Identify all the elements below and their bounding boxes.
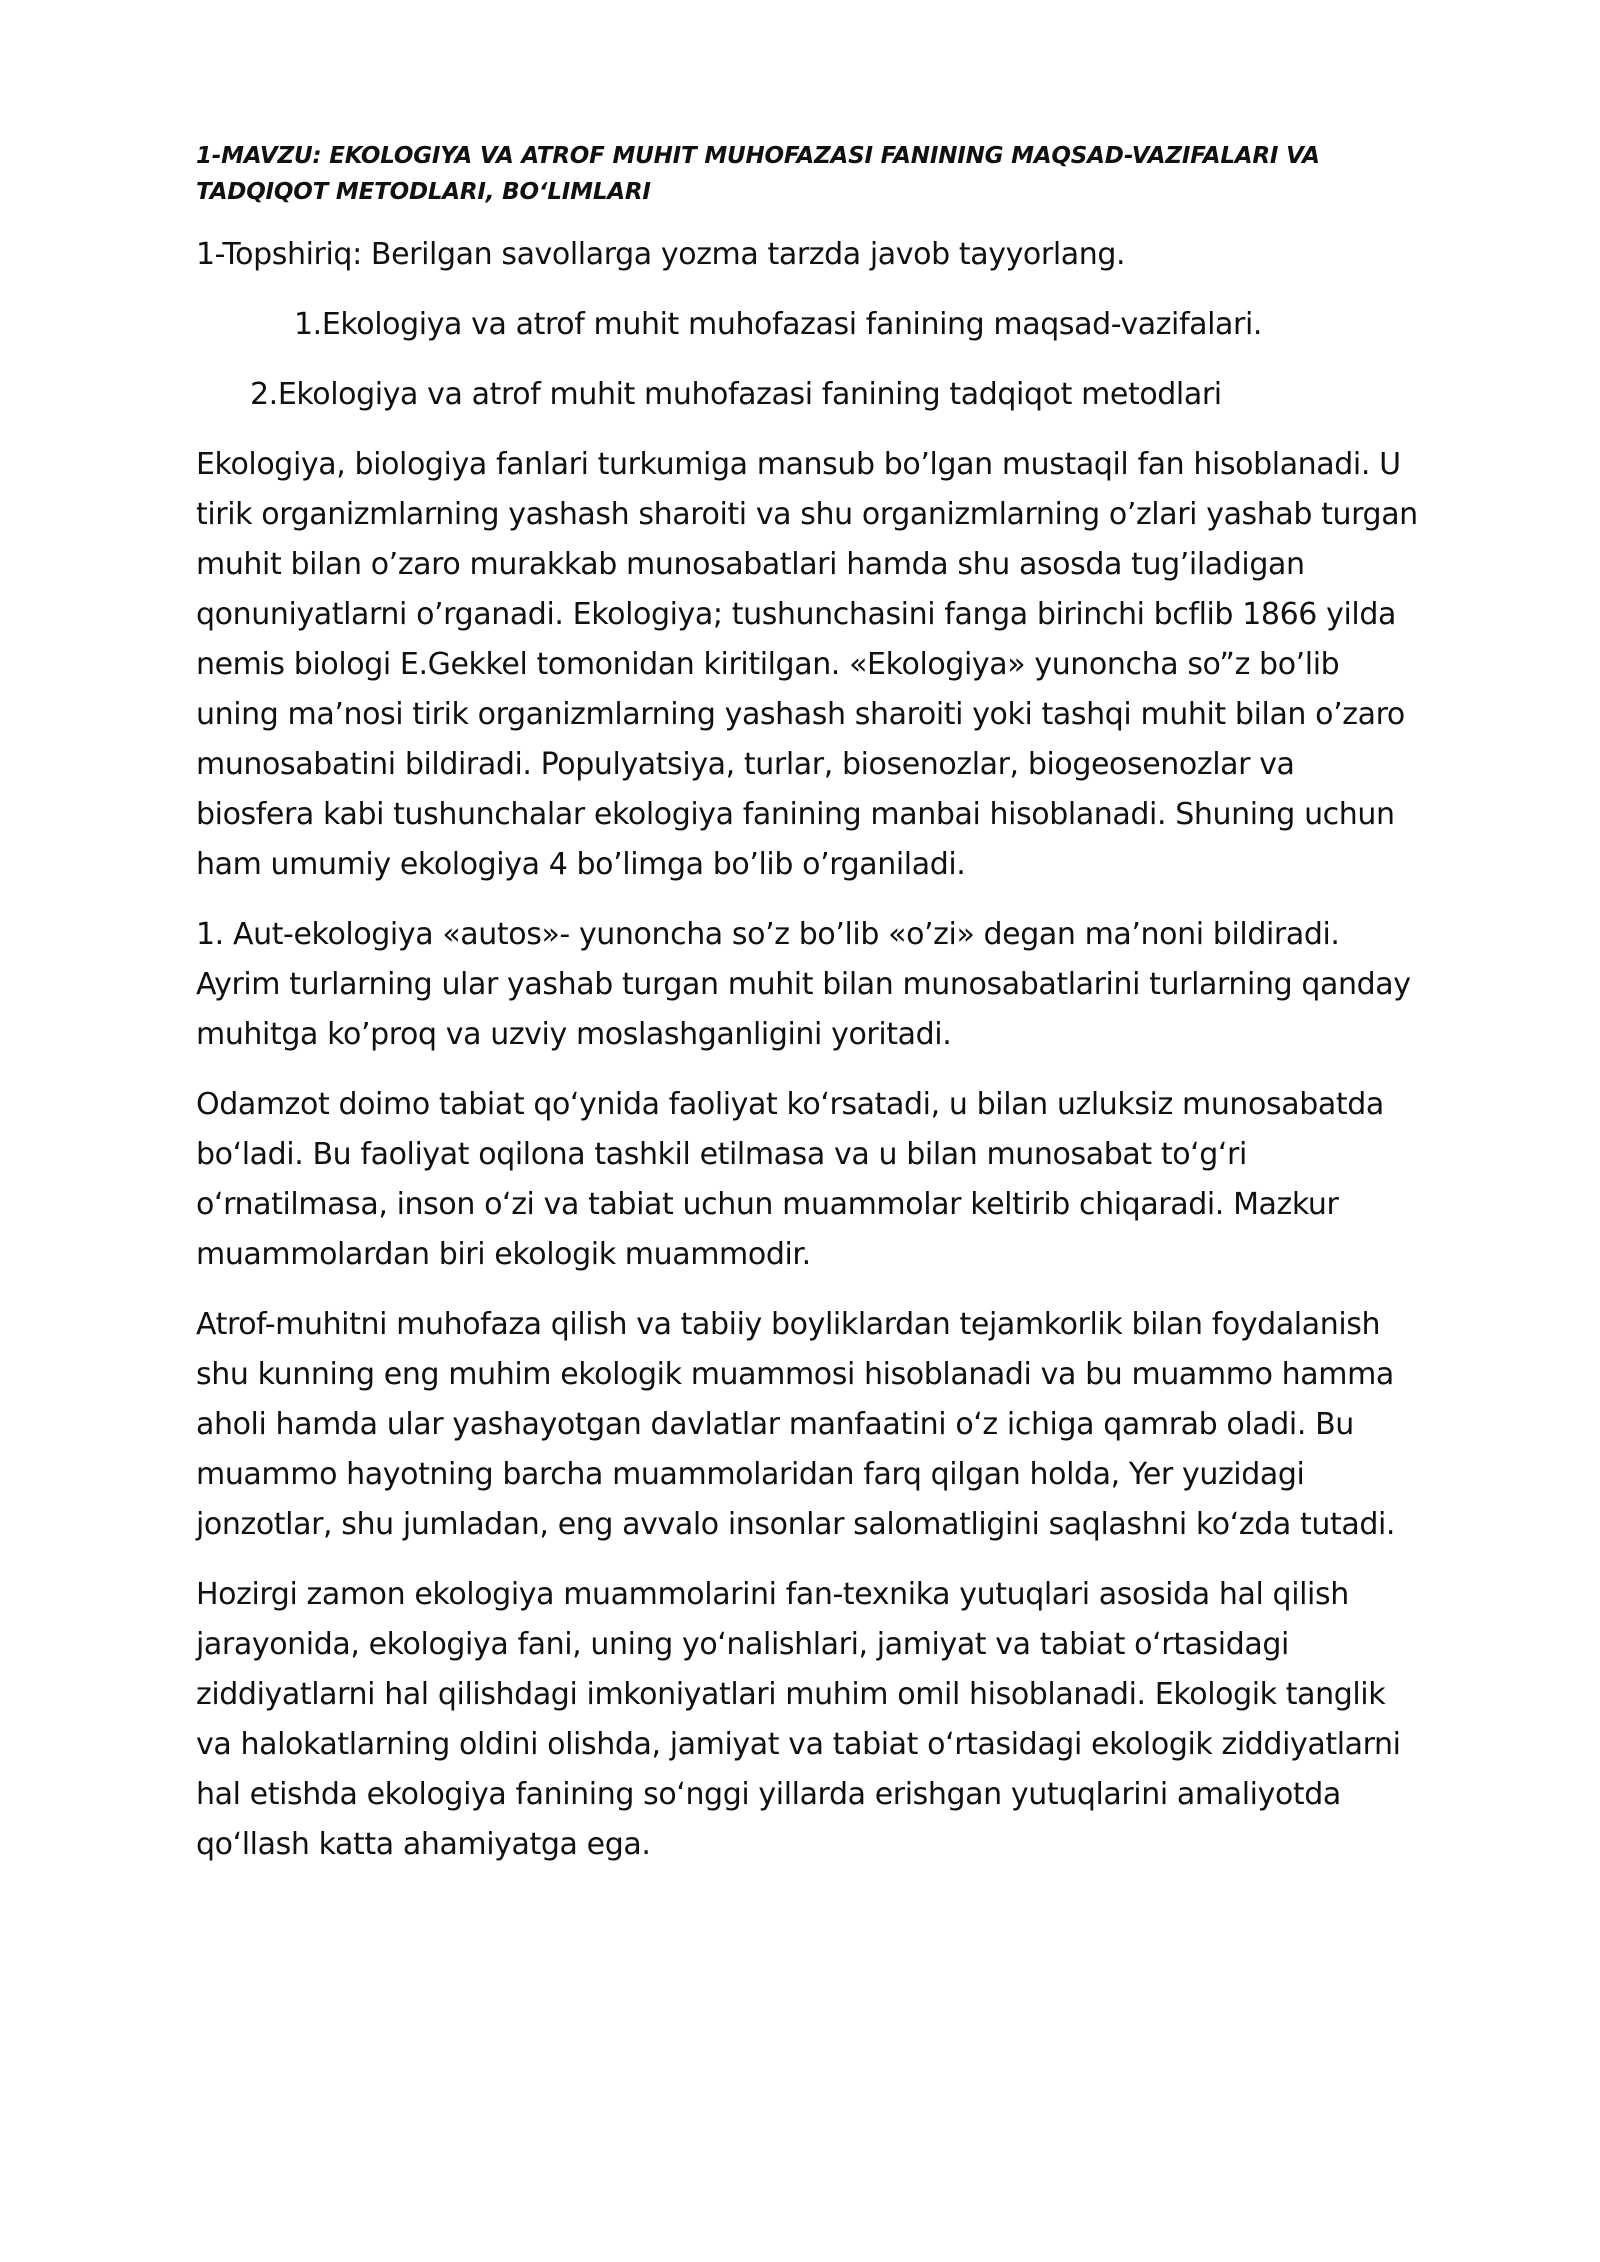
paragraph-modern-ecology: Hozirgi zamon ekologiya muammolarini fan-texnika yutuqlari asosida hal qilish jarayonida, ekologiya fani, uning yoʻnalishlari, jamiyat va tabiat oʻrtasidagi ziddiyatlarni hal qilishdagi imkoniyatlari muhim omil hisoblanadi. Ekologik tanglik va halokatlarning oldini olishda, jamiyat va tabiat oʻrtasidagi ekologik ziddiyatlarni hal etishda ekologiya fanining soʻnggi yillarda erishgan yutuqlarini amaliyotda qoʻllash katta ahamiyatga ega.	[196, 1577, 1401, 1862]
task-instruction: 1-Topshiriq: Berilgan savollarga yozma tarzda javob tayyorlang.	[196, 237, 1126, 272]
question-2: 2.Ekologiya va atrof muhit muhofazasi fanining tadqiqot metodlari	[250, 377, 1222, 412]
paragraph-human-nature: Odamzot doimo tabiat qoʻynida faoliyat koʻrsatadi, u bilan uzluksiz munosabatda boʻladi. Bu faoliyat oqilona tashkil etilmasa va u bilan munosabat toʻgʻri oʻrnatilmasa, inson oʻzi va tabiat uchun muammolar keltirib chiqaradi. Mazkur muammolardan biri ekologik muammodir.	[196, 1087, 1384, 1272]
document-title: 1-MAVZU: EKOLOGIYA VA ATROF MUHIT MUHOFAZASI FANINING MAQSAD-VAZIFALARI VA TADQIQOT METODLARI, BOʻLIMLARI	[196, 143, 1320, 205]
document-page	[196, 138, 1421, 1890]
question-1: 1.Ekologiya va atrof muhit muhofazasi fanining maqsad-vazifalari.	[294, 307, 1263, 342]
paragraph-environment-protection: Atrof-muhitni muhofaza qilish va tabiiy boyliklardan tejamkorlik bilan foydalanish shu kunning eng muhim ekologik muammosi hisoblanadi va bu muammo hamma aholi hamda ular yashayotgan davlatlar manfaatini oʻz ichiga qamrab oladi. Bu muammo hayotning barcha muammolaridan farq qilgan holda, Yer yuzidagi jonzotlar, shu jumladan, eng avvalo insonlar salomatligini saqlashni koʻzda tutadi.	[196, 1307, 1396, 1542]
paragraph-aut-ecology: 1. Aut-ekologiya «autos»- yunoncha so’z bo’lib «o’zi» degan ma’noni bildiradi. Ayrim turlarning ular yashab turgan muhit bilan munosabatlarini turlarning qanday muhitga ko’proq va uzviy moslashganligini yoritadi.	[196, 917, 1411, 1052]
paragraph-ecology-intro: Ekologiya, biologiya fanlari turkumiga mansub bo’lgan mustaqil fan hisoblanadi. U tirik organizmlarning yashash sharoiti va shu organizmlarning o’zlari yashab turgan muhit bilan o’zaro murakkab munosabatlari hamda shu asosda tug’iladigan qonuniyatlarni o’rganadi. Ekologiya; tushunchasini fanga birinchi bcflib 1866 yilda nemis biologi E.Gekkel tomonidan kiritilgan. «Ekologiya» yunoncha so”z bo’lib uning ma’nosi tirik organizmlarning yashash sharoiti yoki tashqi muhit bilan o’zaro munosabatini bildiradi. Populyatsiya, turlar, biosenozlar, biogeosenozlar va biosfera kabi tushunchalar ekologiya fanining manbai hisoblanadi. Shuning uchun ham umumiy ekologiya 4 bo’limga bo’lib o’rganiladi.	[196, 447, 1418, 882]
